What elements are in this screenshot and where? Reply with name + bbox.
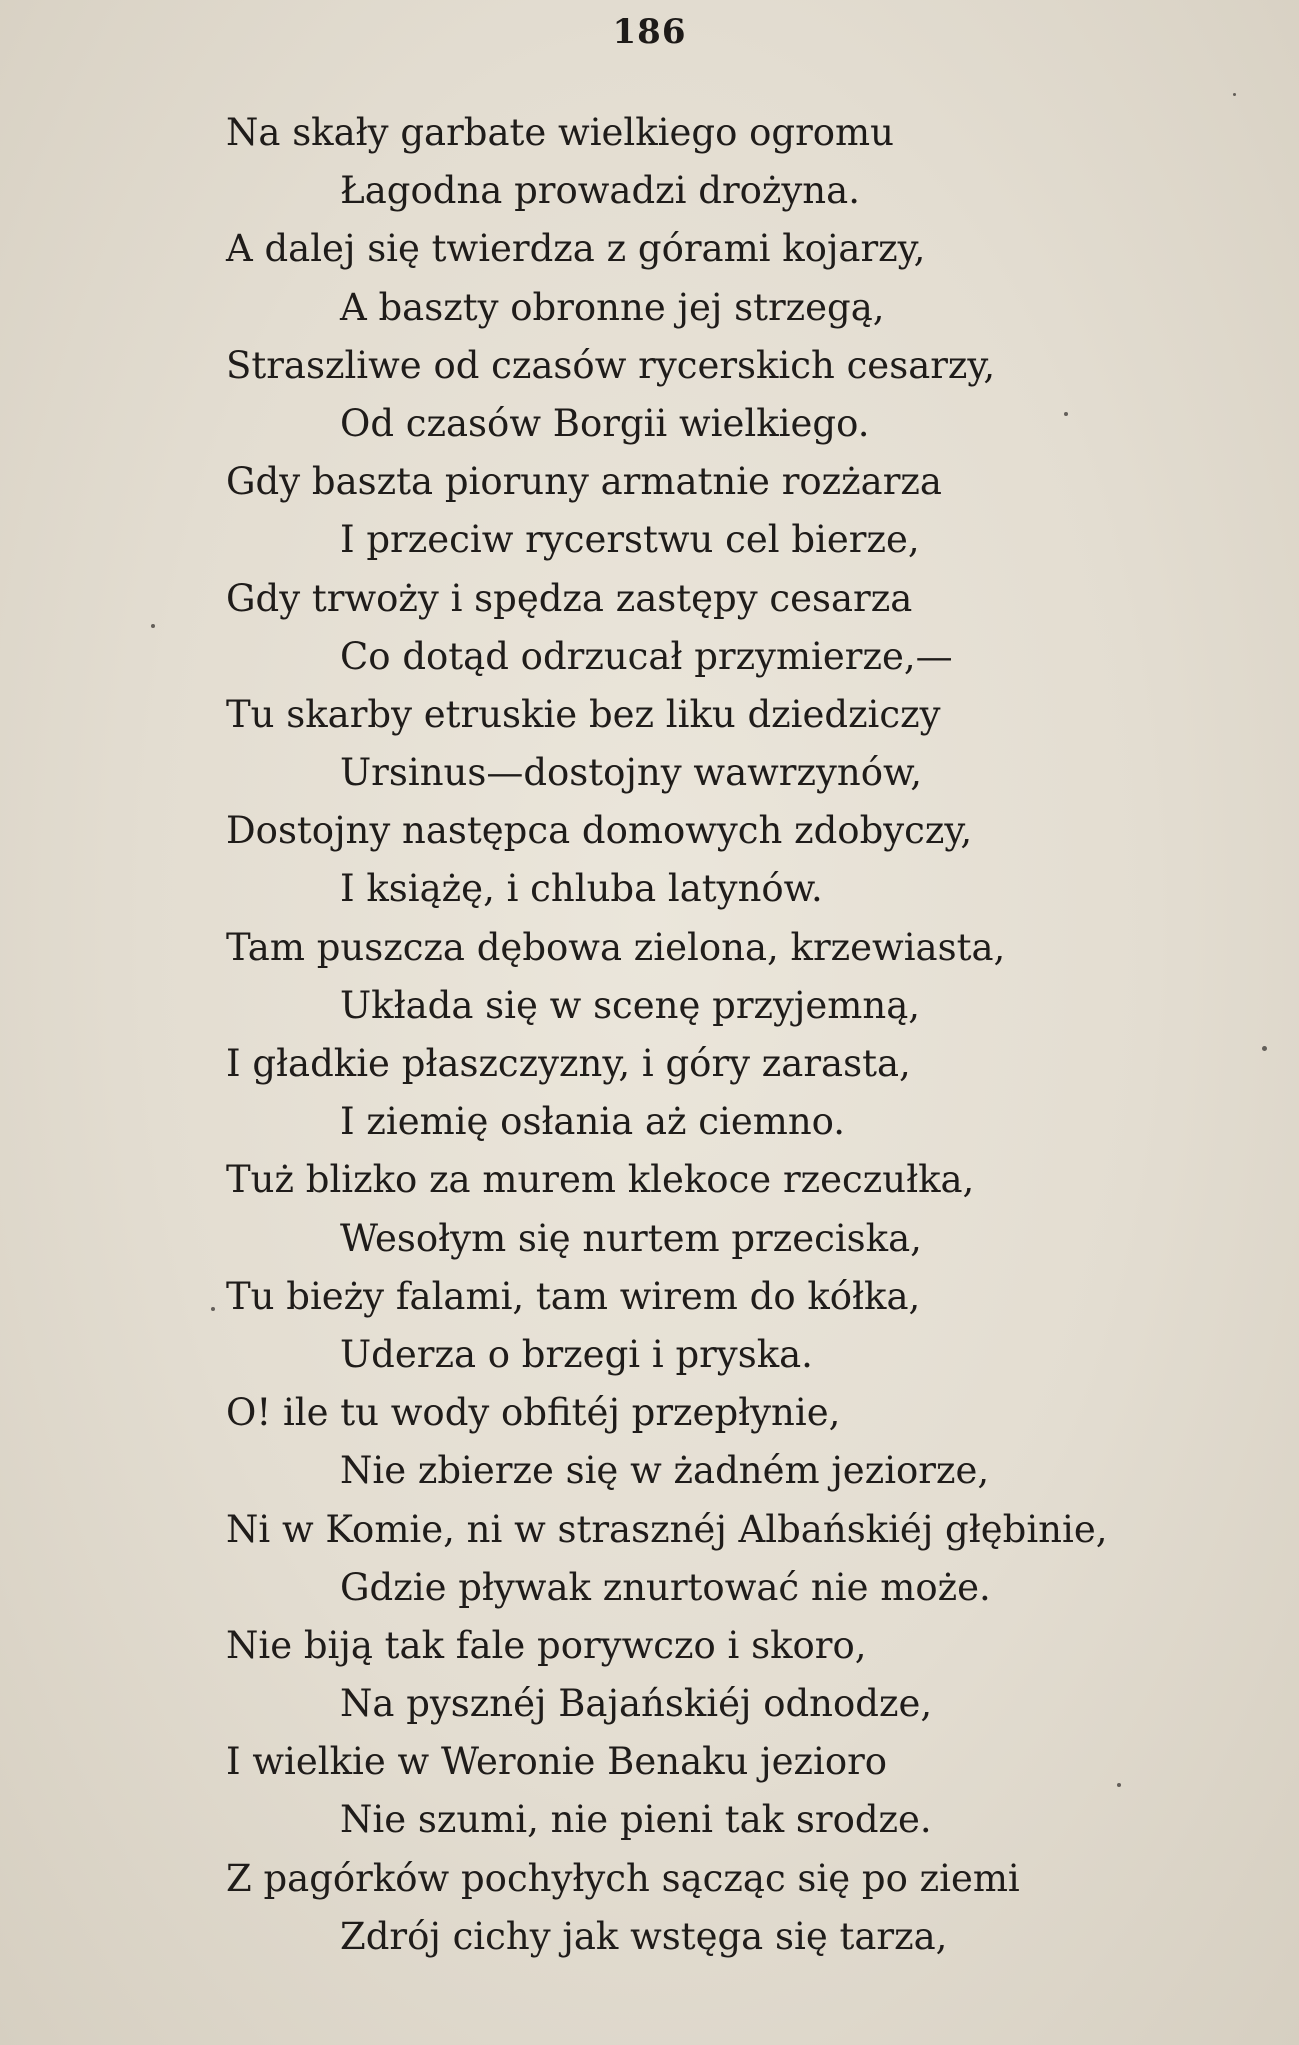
verse-line: I wielkie w Weronie Benaku jezioro	[226, 1740, 888, 1784]
verse-line: Wesołym się nurtem przeciska,	[340, 1216, 922, 1260]
verse-line: Gdzie pływak znurtować nie może.	[340, 1565, 991, 1609]
verse-line: A baszty obronne jej strzegą,	[340, 285, 885, 329]
paper-speck	[211, 1307, 215, 1311]
verse-line: Gdy baszta pioruny armatnie rozżarza	[226, 460, 942, 504]
verse-line: Nie biją tak fale porywczo i skoro,	[226, 1623, 867, 1667]
verse-line: Co dotąd odrzucał przymierze,—	[340, 634, 953, 678]
page-number: 186	[612, 12, 687, 52]
paper-speck	[1262, 1046, 1267, 1051]
verse-line: Uderza o brzegi i pryska.	[340, 1332, 813, 1376]
paper-speck	[1064, 412, 1068, 416]
verse-line: Ni w Komie, ni w strasznéj Albańskiéj głębinie,	[226, 1507, 1108, 1551]
verse-line: Na pysznéj Bajańskiéj odnodze,	[340, 1682, 933, 1726]
poem-text	[0, 104, 1299, 1966]
verse-line: I gładkie płaszczyzny, i góry zarasta,	[226, 1042, 911, 1085]
verse-line: O! ile tu wody obfitéj przepłynie,	[226, 1391, 841, 1435]
verse-line: Nie zbierze się w żadném jeziorze,	[340, 1449, 990, 1493]
verse-line: Tu skarby etruskie bez liku dziedziczy	[226, 692, 941, 736]
verse-line: Układa się w scenę przyjemną,	[340, 983, 921, 1027]
verse-line: A dalej się twierdza z górami kojarzy,	[226, 227, 926, 271]
verse-line: I przeciw rycerstwu cel bierze,	[340, 518, 920, 562]
verse-line: Tu bieży falami, tam wirem do kółka,	[226, 1274, 921, 1318]
verse-line: Od czasów Borgii wielkiego.	[340, 401, 870, 445]
verse-line: Zdrój cichy jak wstęga się tarza,	[340, 1914, 948, 1958]
verse-line: Ursinus—dostojny wawrzynów,	[340, 751, 923, 795]
verse-line: Z pagórków pochyłych sącząc się po ziemi	[226, 1856, 1020, 1900]
verse-line: Gdy trwoży i spędza zastępy cesarza	[226, 576, 913, 620]
verse-line: Tam puszcza dębowa zielona, krzewiasta,	[226, 925, 1006, 969]
paper-speck	[151, 624, 155, 628]
verse-line: Na skały garbate wielkiego ogromu	[226, 111, 894, 154]
verse-line: Łagodna prowadzi drożyna.	[340, 169, 860, 213]
paper-speck	[1233, 93, 1236, 96]
paper-speck	[1117, 1783, 1121, 1787]
verse-line: I książę, i chluba latynów.	[340, 867, 823, 911]
verse-line: Nie szumi, nie pieni tak srodze.	[340, 1798, 932, 1842]
verse-line: Dostojny następca domowych zdobyczy,	[226, 809, 973, 853]
verse-line: I ziemię osłania aż ciemno.	[340, 1100, 846, 1144]
verse-line: Tuż blizko za murem klekoce rzeczułka,	[226, 1158, 975, 1202]
verse-line: Straszliwe od czasów rycerskich cesarzy,	[226, 343, 996, 387]
